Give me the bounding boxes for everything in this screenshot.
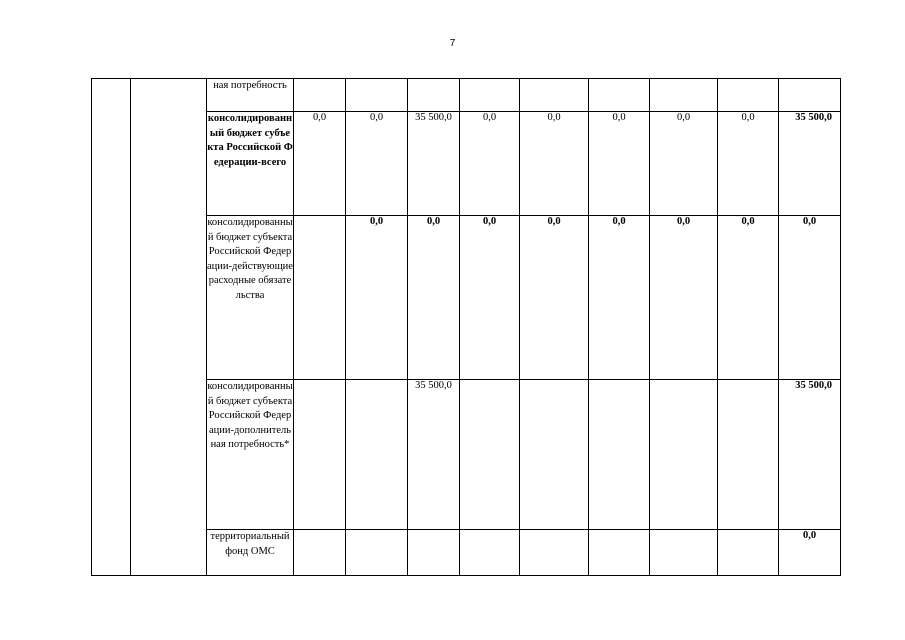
cell	[460, 79, 520, 112]
cell: 35 500,0	[408, 380, 460, 530]
cell	[589, 380, 650, 530]
cell	[718, 380, 779, 530]
cell: 0,0	[408, 216, 460, 380]
cell-total: 0,0	[779, 530, 841, 576]
row-label: территориальный фонд ОМС	[207, 530, 294, 576]
cell: 0,0	[460, 216, 520, 380]
cell	[408, 79, 460, 112]
row-label: консолидированный бюджет субъекта Российской Федерации-дополнительная потребность*	[207, 380, 294, 530]
cell-total: 35 500,0	[779, 112, 841, 216]
cell: 35 500,0	[408, 112, 460, 216]
cell	[650, 380, 718, 530]
row-label: консолидированный бюджет субъекта Российской Федерации-действующие расходные обязательства	[207, 216, 294, 380]
cell	[346, 380, 408, 530]
row-label: ная потребность	[207, 79, 294, 112]
cell	[520, 79, 589, 112]
budget-table	[91, 78, 841, 576]
cell: 0,0	[460, 112, 520, 216]
cell	[294, 216, 346, 380]
cell: 0,0	[650, 216, 718, 380]
page-number: 7	[449, 38, 456, 49]
cell	[408, 530, 460, 576]
row-label: консолидированный бюджет субъекта Российской Федерации-всего	[207, 112, 294, 216]
cell: 0,0	[589, 216, 650, 380]
cell	[589, 530, 650, 576]
cell: 0,0	[294, 112, 346, 216]
cell: 0,0	[650, 112, 718, 216]
cell	[460, 380, 520, 530]
cell: 0,0	[589, 112, 650, 216]
cell	[520, 530, 589, 576]
cell	[650, 79, 718, 112]
cell	[346, 79, 408, 112]
cell	[460, 530, 520, 576]
cell	[520, 380, 589, 530]
cell-total: 35 500,0	[779, 380, 841, 530]
cell-total: 0,0	[779, 216, 841, 380]
cell	[718, 79, 779, 112]
cell: 0,0	[346, 112, 408, 216]
cell-total	[779, 79, 841, 112]
cell: 0,0	[346, 216, 408, 380]
blank-column-1	[92, 79, 131, 576]
cell	[294, 530, 346, 576]
blank-column-2	[131, 79, 207, 576]
cell	[650, 530, 718, 576]
cell: 0,0	[718, 216, 779, 380]
cell	[589, 79, 650, 112]
cell	[718, 530, 779, 576]
cell	[294, 79, 346, 112]
cell: 0,0	[718, 112, 779, 216]
cell: 0,0	[520, 112, 589, 216]
cell: 0,0	[520, 216, 589, 380]
table-row	[92, 79, 841, 112]
cell	[346, 530, 408, 576]
cell	[294, 380, 346, 530]
